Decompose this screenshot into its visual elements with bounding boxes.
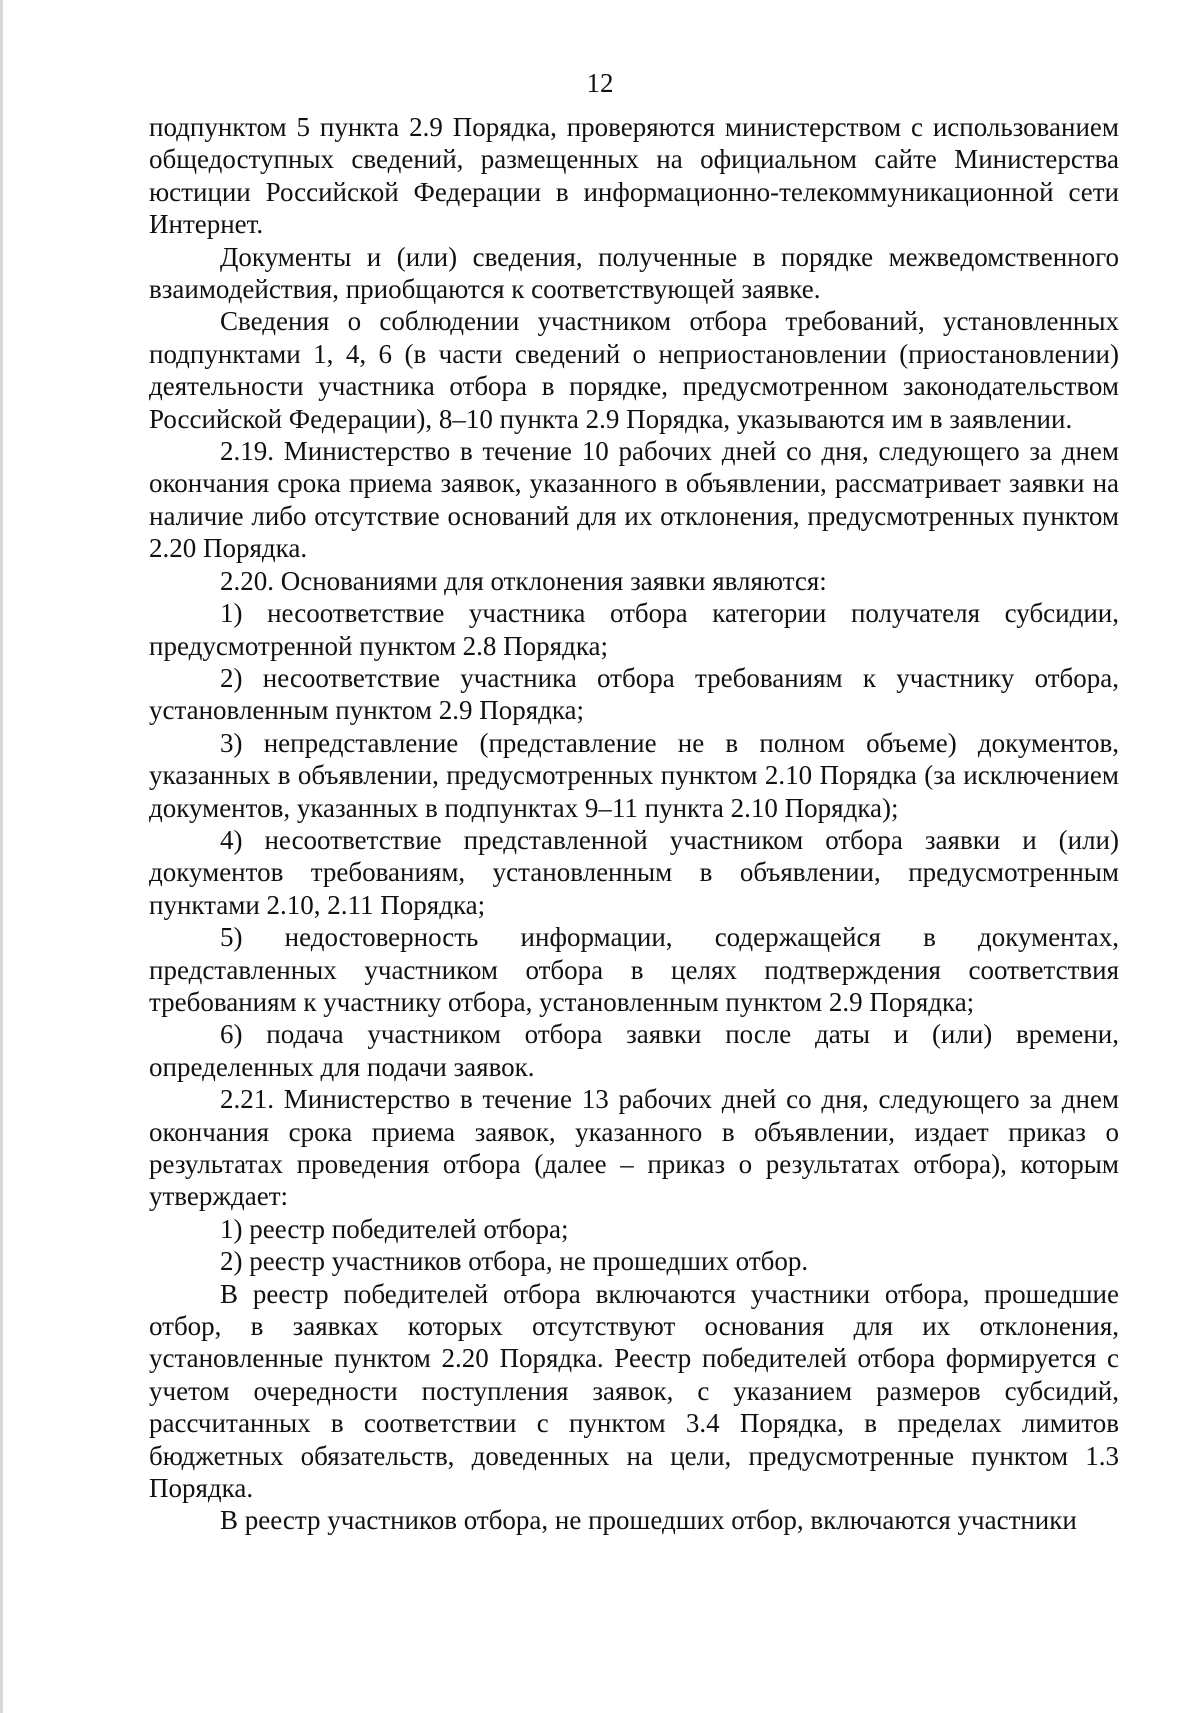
list-item: 2) несоответствие участника отбора требованиям к участнику отбора, установленным пунктом 2.9 Порядка; (149, 662, 1119, 726)
document-body (149, 111, 1119, 1537)
list-item: 2) реестр участников отбора, не прошедших отбор. (220, 1246, 809, 1277)
list-item: 6) подача участником отбора заявки после даты и (или) времени, определенных для подачи заявок. (149, 1019, 1119, 1082)
paragraph: В реестр участников отбора, не прошедших отбор, включаются участники (220, 1505, 1077, 1536)
paragraph-continuation: подпунктом 5 пункта 2.9 Порядка, проверяются министерством с использованием общедоступных сведений, размещенных на официальном сайте Министерства юстиции Российской Федерации в информационно-телекоммуникационной сети Интернет. (149, 112, 1119, 240)
list-item: 5) недостоверность информации, содержащейся в документах, представленных участником отбора в целях подтверждения соответствия требованиям к участнику отбора, установленным пунктом 2.9 Порядка; (149, 922, 1119, 1017)
paragraph: Документы и (или) сведения, полученные в порядке межведомственного взаимодействия, приобщаются к соответствующей заявке. (149, 241, 1119, 305)
scan-edge (0, 0, 3, 1713)
paragraph-clause-2-21: 2.21. Министерство в течение 13 рабочих дней со дня, следующего за днем окончания срока приема заявок, указанного в объявлении, издает приказ о результатах проведения отбора (далее – приказ о результатах отбора), которым утверждает: (149, 1084, 1119, 1212)
list-item: 1) несоответствие участника отбора категории получателя субсидии, предусмотренной пунктом 2.8 Порядка; (149, 598, 1119, 661)
paragraph-clause-2-20: 2.20. Основаниями для отклонения заявки являются: (220, 565, 827, 596)
list-item: 4) несоответствие представленной участником отбора заявки и (или) документов требованиям, установленным в объявлении, предусмотренным пунктами 2.10, 2.11 Порядка; (149, 824, 1119, 920)
page-number: 12 (586, 68, 614, 98)
list-item: 1) реестр победителей отбора; (220, 1213, 569, 1244)
paragraph-clause-2-19: 2.19. Министерство в течение 10 рабочих дней со дня, следующего за днем окончания срока приема заявок, указанного в объявлении, рассматривает заявки на наличие либо отсутствие оснований для их отклонения, предусмотренных пунктом 2.20 Порядка. (149, 436, 1119, 564)
paragraph: Сведения о соблюдении участником отбора требований, установленных подпунктами 1, 4, 6 (в части сведений о неприостановлении (приостановлении) деятельности участника отбора в порядке, предусмотренном законодательством Российской Федерации), 8–10 пункта 2.9 Порядка, указываются им в заявлении. (149, 306, 1119, 434)
list-item: 3) непредставление (представление не в полном объеме) документов, указанных в объявлении, предусмотренных пунктом 2.10 Порядка (за исключением документов, указанных в подпунктах 9–11 пункта 2.10 Порядка); (149, 727, 1119, 823)
paragraph: В реестр победителей отбора включаются участники отбора, прошедшие отбор, в заявках которых отсутствуют основания для их отклонения, установленные пунктом 2.20 Порядка. Реестр победителей отбора формируется с учетом очередности поступления заявок, с указанием размеров субсидий, рассчитанных в соответствии с пунктом 3.4 Порядка, в пределах лимитов бюджетных обязательств, доведенных на цели, предусмотренные пунктом 1.3 Порядка. (149, 1278, 1119, 1504)
